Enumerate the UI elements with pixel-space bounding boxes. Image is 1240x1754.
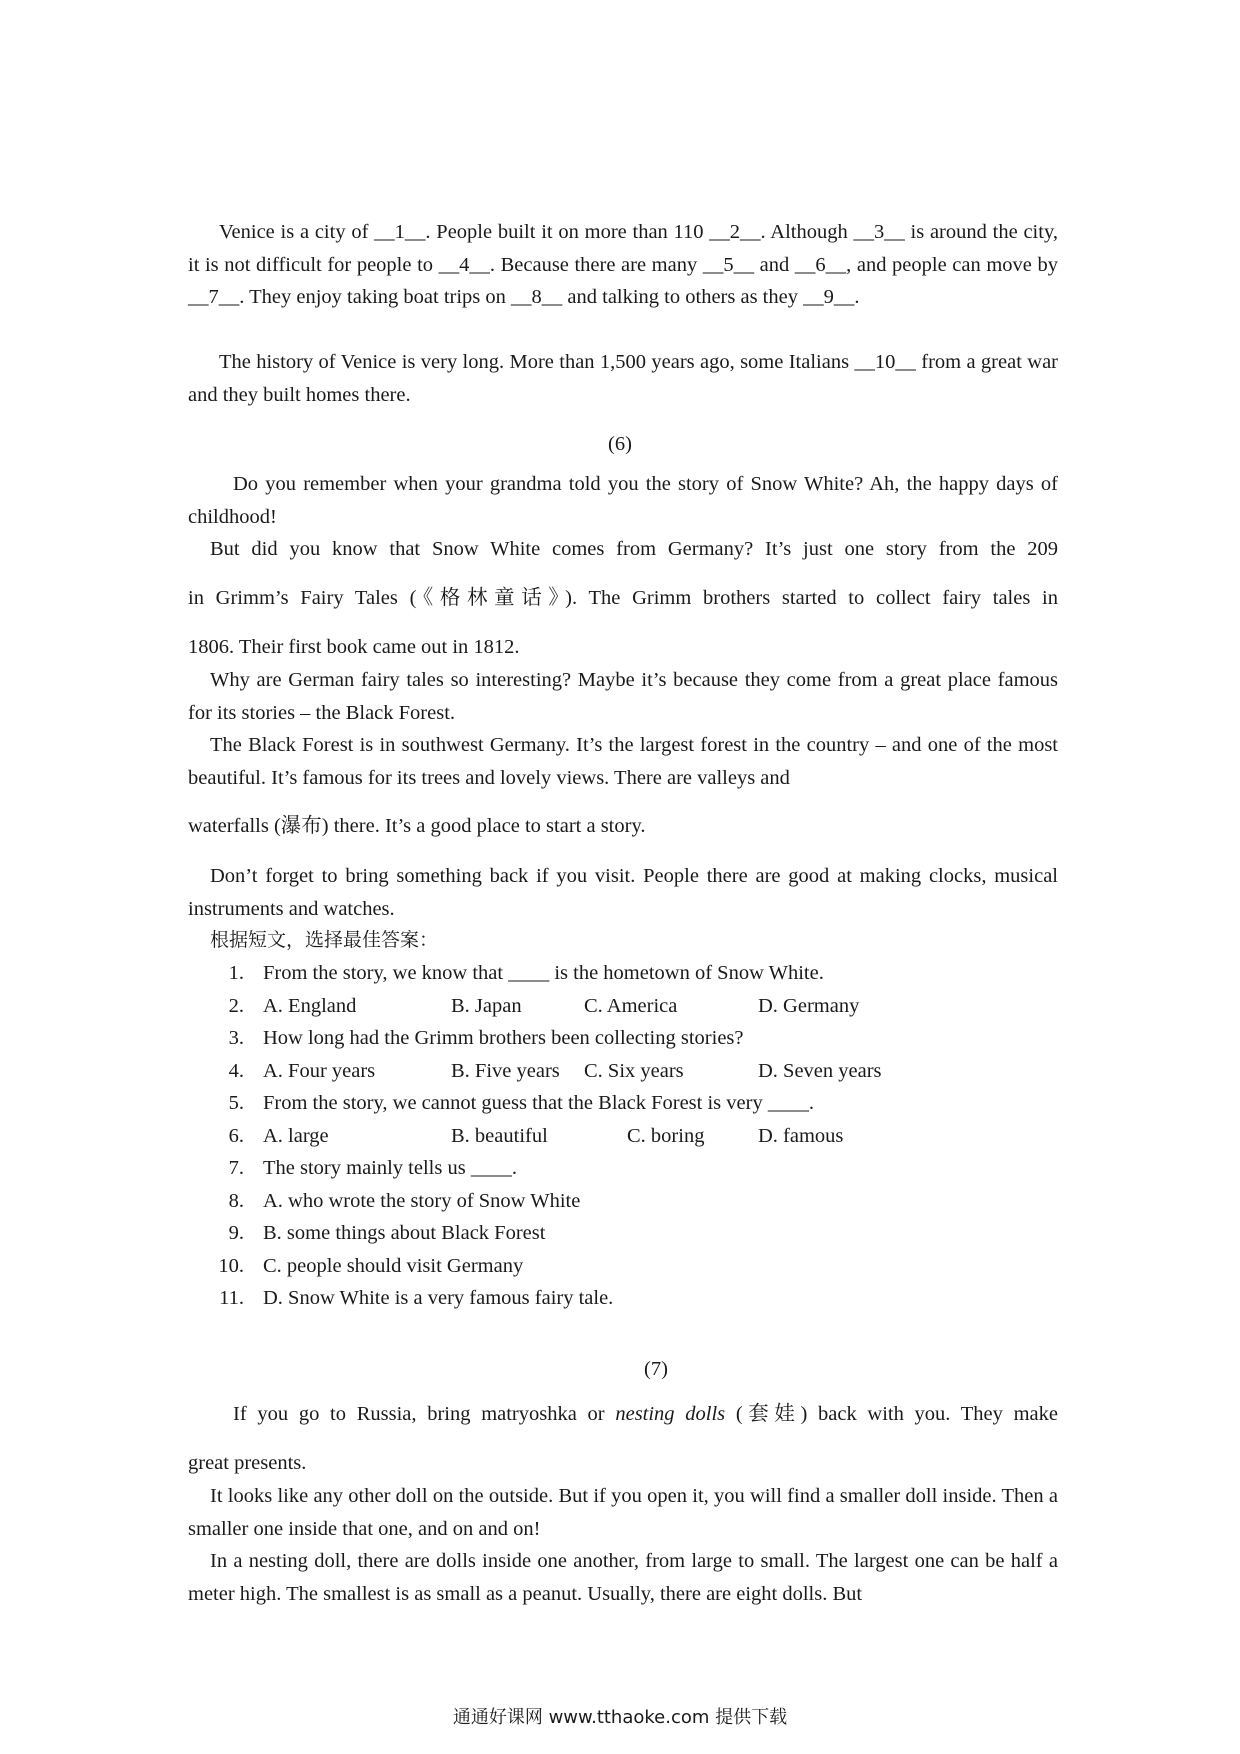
- list-item: [210, 1087, 970, 1120]
- item-number: 5.: [228, 1092, 244, 1114]
- item-text: C. people should visit Germany: [263, 1254, 524, 1277]
- item-number: 10.: [218, 1254, 244, 1277]
- passage6-paragraph-2-line-1: But did you know that Snow White comes from Germany? It’s just one story from the 209: [210, 538, 1058, 560]
- passage7-paragraph-1-line-2: great presents.: [188, 1452, 307, 1474]
- question-instruction: 根据短文，选择最佳答案：: [210, 929, 439, 951]
- item-text: B. some things about Black Forest: [263, 1222, 546, 1244]
- passage7-paragraph-1: [188, 1398, 1058, 1431]
- list-item: [210, 1282, 970, 1315]
- option-c: C. America: [584, 994, 678, 1017]
- option-a: A. Four years: [263, 1059, 376, 1082]
- item-number: 11.: [219, 1287, 244, 1309]
- option-a: A. England: [263, 994, 357, 1017]
- passage6-paragraph-4-line-3: waterfalls (瀑布) there. It’s a good place to start a story.: [188, 815, 646, 837]
- passage6-paragraph-2-line-3: 1806. Their first book came out in 1812.: [188, 636, 520, 658]
- passage6-paragraph-3: Why are German fairy tales so interesting? Maybe it’s because they come from a great place famous for its stories – the Black Forest.: [188, 669, 1058, 724]
- item-number: 7.: [228, 1157, 244, 1179]
- option-a: A. large: [263, 1124, 329, 1147]
- passage7-text-1: If you go to Russia, bring matryoshka or: [233, 1403, 616, 1425]
- item-number: 2.: [228, 994, 244, 1017]
- list-item: [210, 1022, 970, 1055]
- item-text: How long had the Grimm brothers been collecting stories?: [263, 1027, 744, 1049]
- item-text: From the story, we know that ____ is the hometown of Snow White.: [263, 962, 824, 984]
- passage6-heading: (6): [608, 433, 632, 455]
- passage5-paragraph-2: The history of Venice is very long. More than 1,500 years ago, some Italians __10__ from a great war and they built homes there.: [188, 351, 1058, 406]
- option-b: B. Japan: [451, 994, 522, 1017]
- passage7-paragraph-2: It looks like any other doll on the outside. But if you open it, you will find a smaller doll inside. Then a smaller one inside that one, and on and on!: [188, 1485, 1058, 1540]
- footer-watermark: 通通好课网 www.tthaoke.com 提供下载: [452, 1707, 788, 1728]
- option-b: B. beautiful: [451, 1124, 548, 1147]
- item-number: 3.: [228, 1027, 244, 1049]
- item-number: 8.: [228, 1189, 244, 1212]
- list-item: [210, 1250, 970, 1283]
- option-b: B. Five years: [451, 1059, 560, 1082]
- list-item: [210, 1055, 970, 1088]
- item-number: 6.: [228, 1124, 244, 1147]
- item-number: 9.: [228, 1222, 244, 1244]
- passage5-paragraph-1: Venice is a city of __1__. People built it on more than 110 __2__. Although __3__ is around the city, it is not difficult for people to __4__. Because there are many __5__ and __6__, and people can move by __7__. They enjoy taking boat trips on __8__ and talking to others as they __9__.: [188, 221, 1058, 308]
- passage6-paragraph-4: The Black Forest is in southwest Germany. It’s the largest forest in the country – and one of the most beautiful. It’s famous for its trees and lovely views. There are valleys and: [188, 734, 1058, 789]
- option-c: C. Six years: [584, 1059, 684, 1082]
- nesting-dolls-term: nesting dolls: [615, 1403, 726, 1425]
- passage7-heading: (7): [644, 1358, 668, 1380]
- passage6-paragraph-5: Don’t forget to bring something back if you visit. People there are good at making clocks, musical instruments and watches.: [188, 865, 1058, 920]
- list-item: [210, 957, 970, 990]
- passage6-paragraph-2-line-2: in Grimm’s Fairy Tales (《格林童话》). The Grimm brothers started to collect fairy tales in: [188, 587, 1058, 609]
- list-item: [210, 990, 970, 1023]
- list-item: [210, 1217, 970, 1250]
- item-number: 4.: [228, 1059, 244, 1082]
- list-item: [210, 1152, 970, 1185]
- item-text: A. who wrote the story of Snow White: [263, 1189, 581, 1212]
- passage7-paragraph-3: In a nesting doll, there are dolls inside one another, from large to small. The largest one can be half a meter high. The smallest is as small as a peanut. Usually, there are eight dolls. But: [188, 1550, 1058, 1605]
- item-text: The story mainly tells us ____.: [263, 1157, 517, 1179]
- passage7-text-2: (套娃) back with you. They make: [725, 1403, 1059, 1425]
- option-d: D. Germany: [758, 994, 860, 1017]
- item-number: 1.: [228, 962, 244, 984]
- list-item: [210, 1120, 970, 1153]
- option-c: C. boring: [627, 1124, 705, 1147]
- option-d: D. famous: [758, 1124, 844, 1147]
- list-item: [210, 1185, 970, 1218]
- item-text: D. Snow White is a very famous fairy tale.: [263, 1287, 614, 1309]
- passage6-paragraph-1: Do you remember when your grandma told you the story of Snow White? Ah, the happy days of childhood!: [188, 473, 1058, 528]
- option-d: D. Seven years: [758, 1059, 882, 1082]
- question-list: [210, 957, 970, 1315]
- item-text: From the story, we cannot guess that the Black Forest is very ____.: [263, 1092, 814, 1114]
